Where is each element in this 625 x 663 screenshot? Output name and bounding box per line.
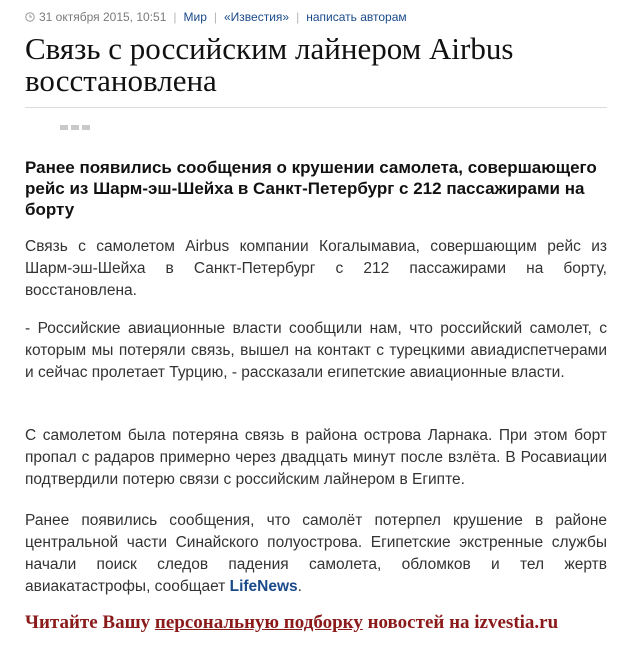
meta-separator: | <box>213 10 217 24</box>
promo-text-after: новостей на izvestia.ru <box>362 612 559 633</box>
personal-selection-link[interactable]: персональную подборку <box>154 612 363 633</box>
article-paragraph: - Российские авиационные власти сообщили нам, что российский самолет, с которым мы потеряли связь, вышел на контакт с турецкими авиадиспетчерами и сейчас пролетает Турцию, - рассказали египетские авиационные власти. <box>25 320 607 381</box>
headline-divider <box>25 107 607 108</box>
meta-separator: | <box>173 10 177 24</box>
source-link-izvestia[interactable]: «Известия» <box>224 10 290 24</box>
article-meta <box>25 9 407 25</box>
article-paragraph: С самолетом была потеряна связь в района острова Ларнака. При этом борт пропал с радаров примерно через двадцать минут после взлёта. В Росавиации подтвердили потерю связи с российским лайнером в Египте. <box>25 427 607 488</box>
article-paragraph-last <box>25 510 607 598</box>
category-link[interactable]: Мир <box>183 10 207 24</box>
paragraph-end: . <box>297 578 302 595</box>
promo-text-before: Читайте Вашу <box>25 612 155 633</box>
publish-date: 31 октября 2015, 10:51 <box>39 10 167 24</box>
promo-banner <box>25 612 607 634</box>
clock-icon <box>25 12 35 22</box>
paragraph-text: Ранее появились сообщения, что самолёт потерпел крушение в районе центральной части Синайского полуострова. Египетские экстренные службы начали поиск следов падения самолета, обломков и тел жертв авиакатастрофы, сообщает <box>25 512 607 595</box>
article-headline: Связь с российским лайнером Airbus восстановлена <box>25 31 514 98</box>
write-authors-link[interactable]: написать авторам <box>306 10 407 24</box>
lifenews-link[interactable]: LifeNews <box>229 578 298 595</box>
article-paragraph: Связь с самолетом Airbus компании Когалымавиа, совершающим рейс из Шарм-эш-Шейха в Санкт-Петербург с 212 пассажирами на борту, восстановлена. <box>25 238 607 299</box>
article-lead: Ранее появились сообщения о крушении самолета, совершающего рейс из Шарм-эш-Шейха в Санкт-Петербург с 212 пассажирами на борту <box>25 158 597 219</box>
meta-separator: | <box>296 10 300 24</box>
share-dots-icon[interactable] <box>60 125 90 130</box>
